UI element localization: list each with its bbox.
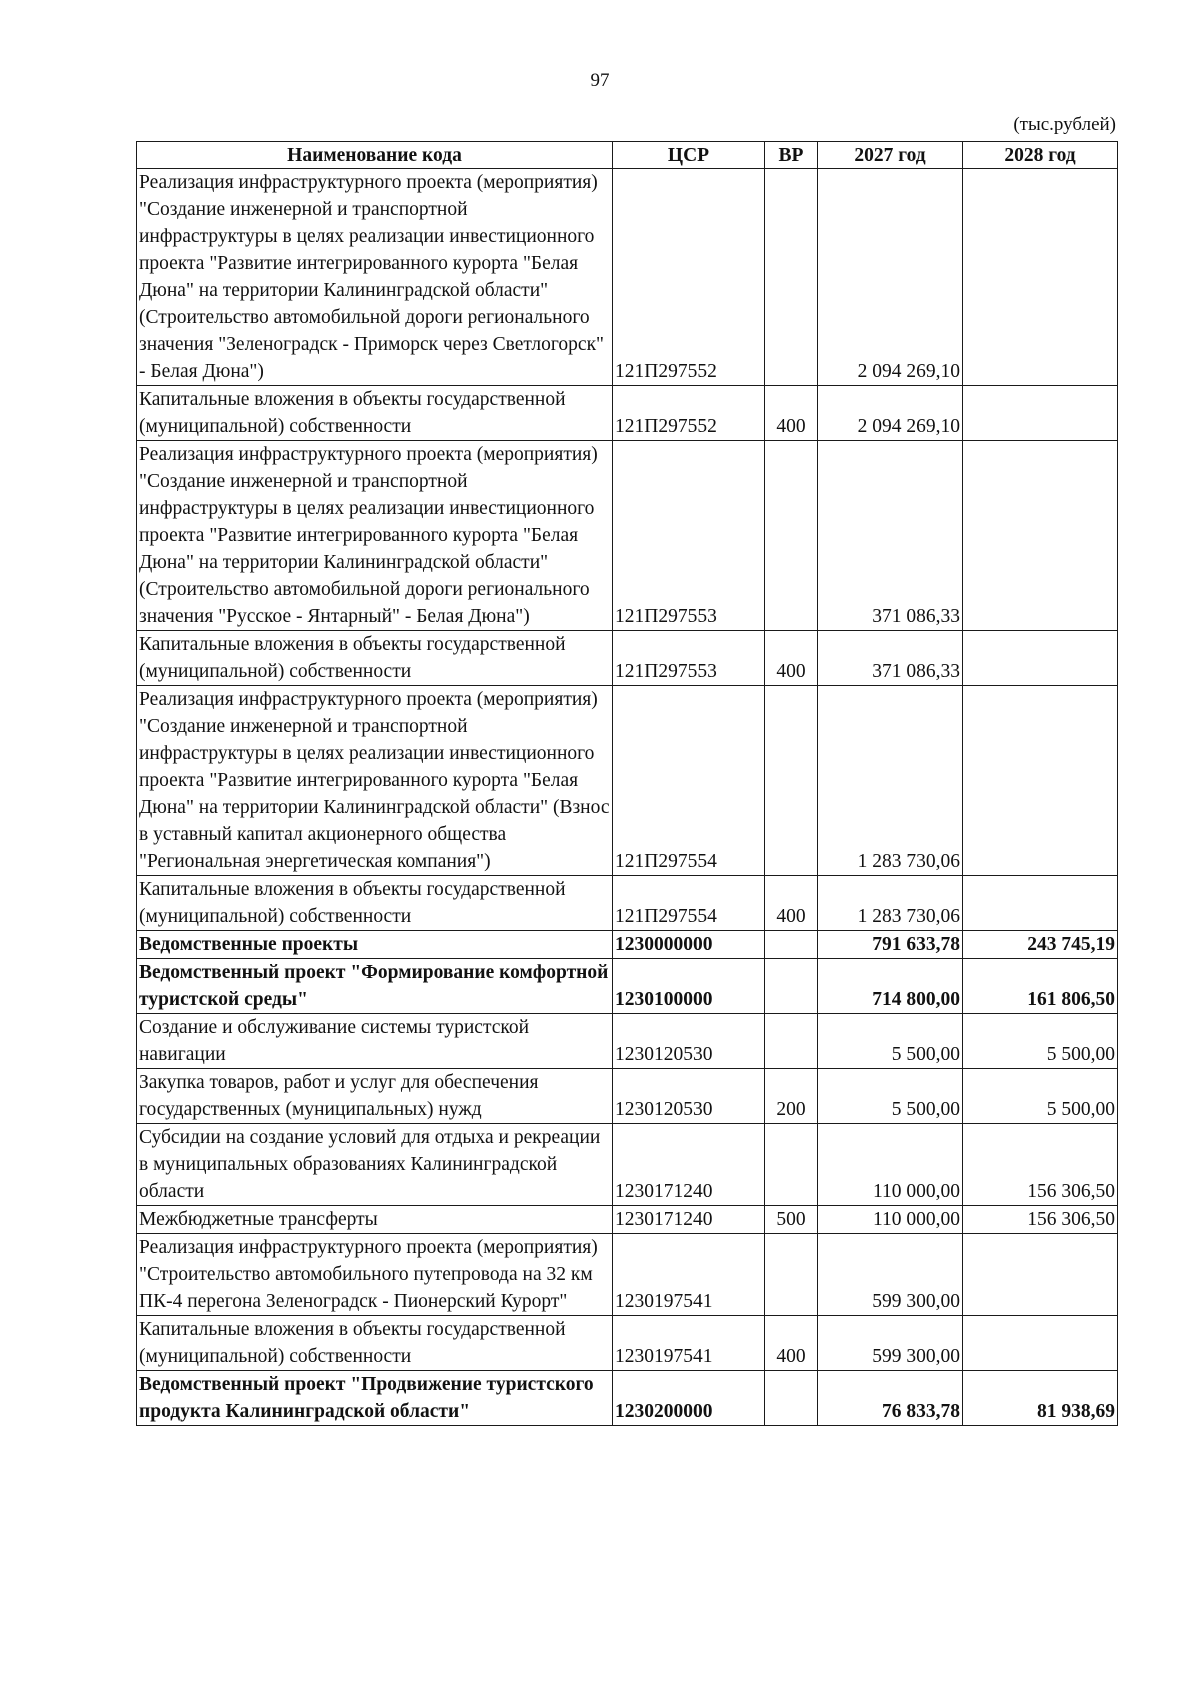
- cell-name: Капитальные вложения в объекты государственной (муниципальной) собственности: [137, 876, 613, 931]
- cell-csr: 1230000000: [613, 931, 765, 959]
- table-row: [137, 441, 1118, 631]
- budget-table: [136, 141, 1118, 1426]
- cell-2028: [963, 1316, 1118, 1371]
- table-row: [137, 959, 1118, 1014]
- cell-csr: 121П297553: [613, 441, 765, 631]
- units-label: (тыс.рублей): [1013, 114, 1116, 135]
- cell-2028: 156 306,50: [963, 1124, 1118, 1206]
- cell-vr: [765, 686, 818, 876]
- cell-2028: [963, 169, 1118, 386]
- header-2028: 2028 год: [963, 142, 1118, 169]
- cell-vr: 400: [765, 876, 818, 931]
- table-row: [137, 876, 1118, 931]
- cell-csr: 121П297552: [613, 386, 765, 441]
- cell-2027: 1 283 730,06: [818, 876, 963, 931]
- cell-name: Капитальные вложения в объекты государственной (муниципальной) собственности: [137, 1316, 613, 1371]
- cell-2027: 5 500,00: [818, 1069, 963, 1124]
- cell-vr: [765, 1371, 818, 1426]
- table-header-row: [137, 142, 1118, 169]
- cell-csr: 121П297554: [613, 686, 765, 876]
- cell-name: Межбюджетные трансферты: [137, 1206, 613, 1234]
- cell-csr: 1230100000: [613, 959, 765, 1014]
- cell-name: Ведомственные проекты: [137, 931, 613, 959]
- cell-csr: 1230120530: [613, 1014, 765, 1069]
- cell-name: Реализация инфраструктурного проекта (мероприятия) "Строительство автомобильного путепровода на 32 км ПК-4 перегона Зеленоградск - Пионерский Курорт": [137, 1234, 613, 1316]
- cell-vr: [765, 1124, 818, 1206]
- cell-csr: 121П297552: [613, 169, 765, 386]
- cell-vr: 200: [765, 1069, 818, 1124]
- table-row: [137, 1014, 1118, 1069]
- cell-name: Ведомственный проект "Формирование комфортной туристской среды": [137, 959, 613, 1014]
- cell-2028: [963, 386, 1118, 441]
- cell-2028: 161 806,50: [963, 959, 1118, 1014]
- page-number: 97: [590, 70, 610, 91]
- header-vr: ВР: [765, 142, 818, 169]
- table-row: [137, 169, 1118, 386]
- cell-name: Создание и обслуживание системы туристской навигации: [137, 1014, 613, 1069]
- cell-2028: [963, 631, 1118, 686]
- cell-csr: 1230197541: [613, 1316, 765, 1371]
- cell-2027: 2 094 269,10: [818, 169, 963, 386]
- cell-2027: 599 300,00: [818, 1316, 963, 1371]
- cell-vr: [765, 1014, 818, 1069]
- cell-name: Субсидии на создание условий для отдыха и рекреации в муниципальных образованиях Калининградской области: [137, 1124, 613, 1206]
- table-row: [137, 931, 1118, 959]
- cell-csr: 121П297553: [613, 631, 765, 686]
- cell-name: Капитальные вложения в объекты государственной (муниципальной) собственности: [137, 386, 613, 441]
- table-row: [137, 1206, 1118, 1234]
- cell-vr: [765, 931, 818, 959]
- table-row: [137, 686, 1118, 876]
- cell-2028: [963, 1234, 1118, 1316]
- cell-2027: 714 800,00: [818, 959, 963, 1014]
- cell-2028: [963, 876, 1118, 931]
- table-row: [137, 1234, 1118, 1316]
- header-name: Наименование кода: [137, 142, 613, 169]
- cell-vr: 400: [765, 1316, 818, 1371]
- cell-2028: 5 500,00: [963, 1014, 1118, 1069]
- cell-2028: [963, 441, 1118, 631]
- cell-csr: 1230197541: [613, 1234, 765, 1316]
- table-row: [137, 386, 1118, 441]
- cell-csr: 1230171240: [613, 1124, 765, 1206]
- cell-csr: 1230200000: [613, 1371, 765, 1426]
- cell-vr: [765, 169, 818, 386]
- cell-2028: 156 306,50: [963, 1206, 1118, 1234]
- cell-vr: [765, 1234, 818, 1316]
- table-row: [137, 1316, 1118, 1371]
- cell-2027: 791 633,78: [818, 931, 963, 959]
- cell-2027: 1 283 730,06: [818, 686, 963, 876]
- cell-vr: 500: [765, 1206, 818, 1234]
- cell-2027: 5 500,00: [818, 1014, 963, 1069]
- cell-name: Реализация инфраструктурного проекта (мероприятия) "Создание инженерной и транспортной инфраструктуры в целях реализации инвестиционного проекта "Развитие интегрированного курорта "Белая Дюна" на территории Калининградской области" (Строительство автомобильной дороги регионального значения "Русское - Янтарный" - Белая Дюна"): [137, 441, 613, 631]
- cell-2028: 81 938,69: [963, 1371, 1118, 1426]
- cell-csr: 1230120530: [613, 1069, 765, 1124]
- cell-csr: 1230171240: [613, 1206, 765, 1234]
- cell-2027: 110 000,00: [818, 1124, 963, 1206]
- cell-name: Капитальные вложения в объекты государственной (муниципальной) собственности: [137, 631, 613, 686]
- cell-2028: 5 500,00: [963, 1069, 1118, 1124]
- cell-vr: [765, 441, 818, 631]
- cell-2027: 599 300,00: [818, 1234, 963, 1316]
- table-row: [137, 1069, 1118, 1124]
- cell-2028: [963, 686, 1118, 876]
- cell-vr: 400: [765, 386, 818, 441]
- cell-vr: 400: [765, 631, 818, 686]
- cell-2027: 110 000,00: [818, 1206, 963, 1234]
- table-body: [137, 169, 1118, 1426]
- cell-name: Ведомственный проект "Продвижение туристского продукта Калининградской области": [137, 1371, 613, 1426]
- cell-name: Закупка товаров, работ и услуг для обеспечения государственных (муниципальных) нужд: [137, 1069, 613, 1124]
- cell-name: Реализация инфраструктурного проекта (мероприятия) "Создание инженерной и транспортной инфраструктуры в целях реализации инвестиционного проекта "Развитие интегрированного курорта "Белая Дюна" на территории Калининградской области" (Строительство автомобильной дороги регионального значения "Зеленоградск - Приморск через Светлогорск" - Белая Дюна"): [137, 169, 613, 386]
- cell-2027: 2 094 269,10: [818, 386, 963, 441]
- cell-vr: [765, 959, 818, 1014]
- table-row: [137, 1124, 1118, 1206]
- cell-csr: 121П297554: [613, 876, 765, 931]
- header-2027: 2027 год: [818, 142, 963, 169]
- cell-2027: 76 833,78: [818, 1371, 963, 1426]
- cell-name: Реализация инфраструктурного проекта (мероприятия) "Создание инженерной и транспортной инфраструктуры в целях реализации инвестиционного проекта "Развитие интегрированного курорта "Белая Дюна" на территории Калининградской области" (Взнос в уставный капитал акционерного общества "Региональная энергетическая компания"): [137, 686, 613, 876]
- cell-2028: 243 745,19: [963, 931, 1118, 959]
- table-row: [137, 631, 1118, 686]
- cell-2027: 371 086,33: [818, 631, 963, 686]
- cell-2027: 371 086,33: [818, 441, 963, 631]
- table-row: [137, 1371, 1118, 1426]
- header-csr: ЦСР: [613, 142, 765, 169]
